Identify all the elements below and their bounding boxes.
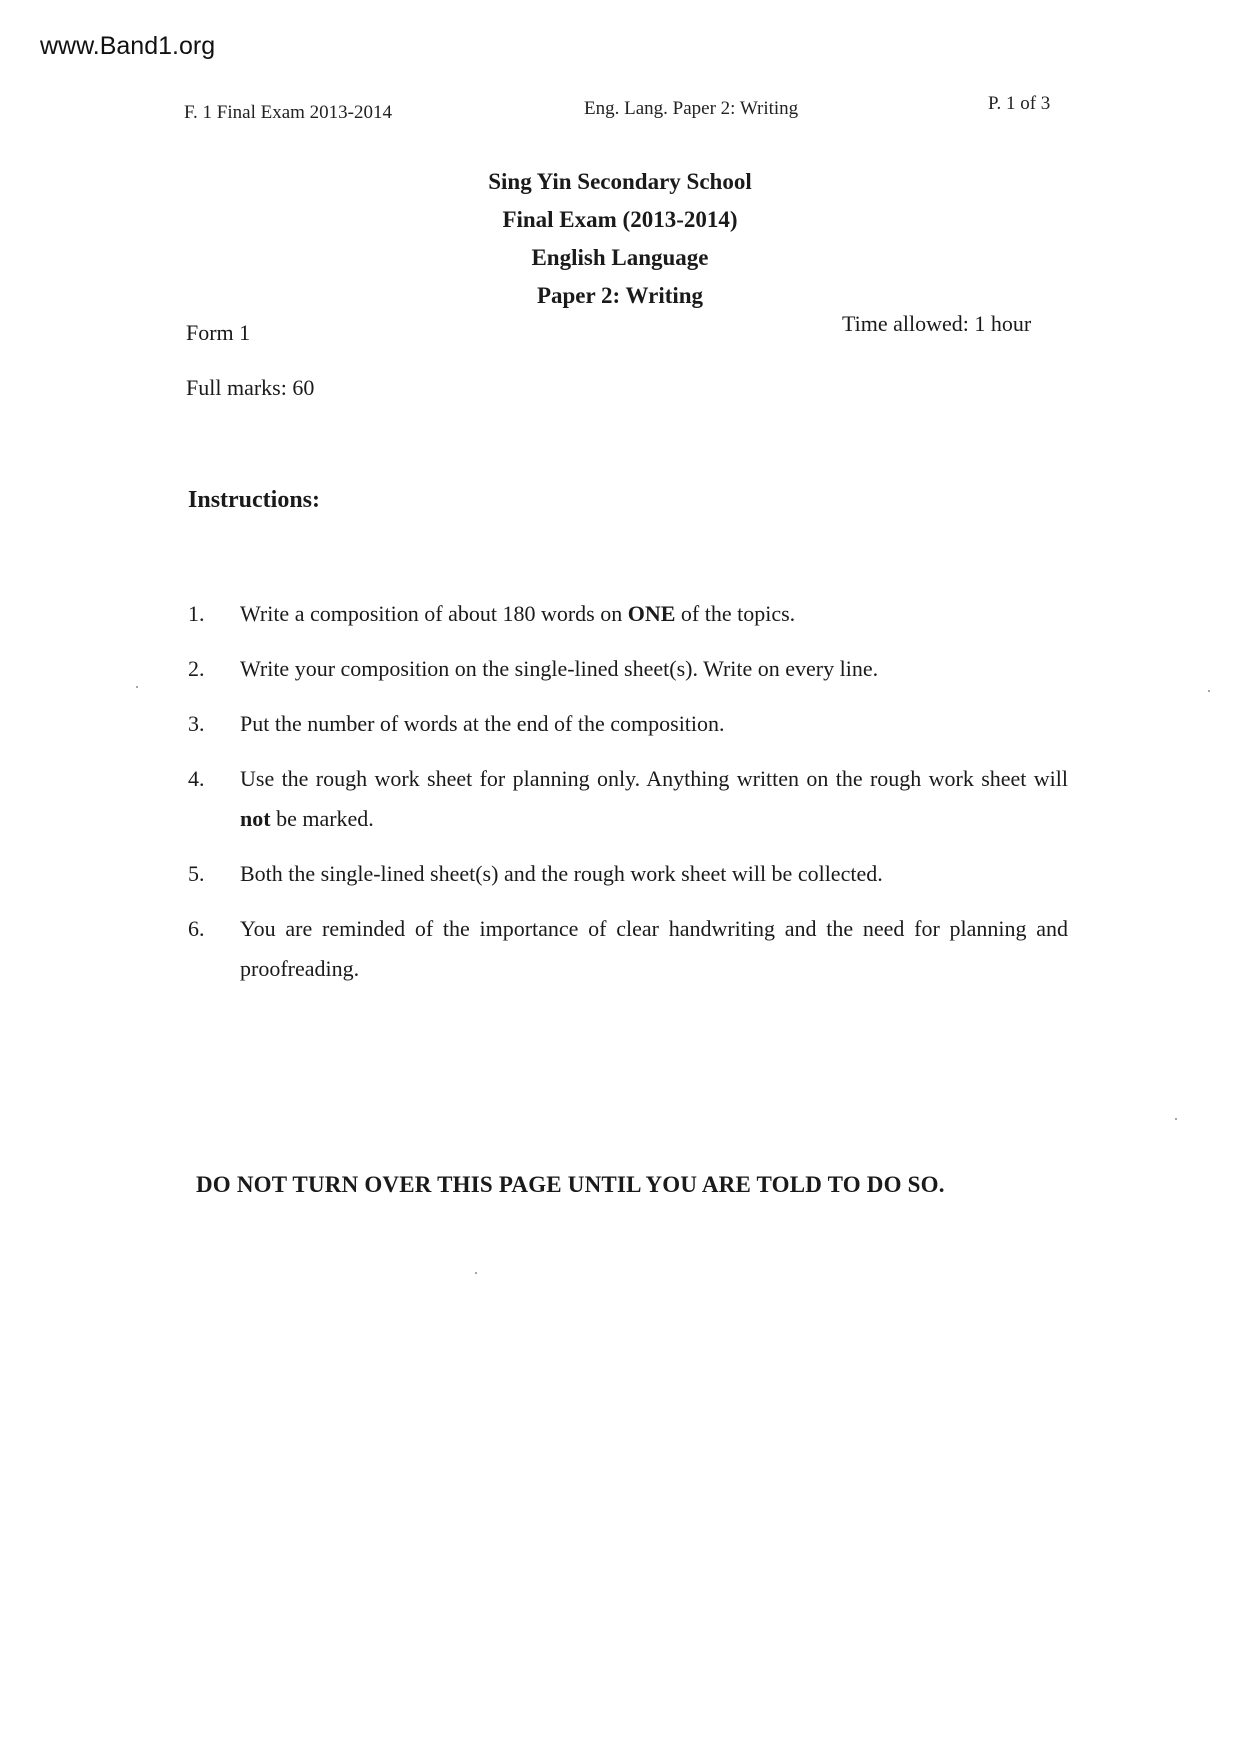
do-not-turn-warning: DO NOT TURN OVER THIS PAGE UNTIL YOU ARE TOLD TO DO SO. [196, 1172, 945, 1197]
instruction-number: 2. [188, 656, 205, 681]
scan-speck [136, 686, 138, 688]
instruction-emphasis: not [240, 806, 271, 831]
exam-title-block [420, 163, 820, 315]
instruction-item [188, 759, 1068, 839]
header-exam-label: F. 1 Final Exam 2013-2014 [184, 102, 392, 123]
instruction-text [240, 704, 1068, 744]
instruction-text-part: Use the rough work sheet for planning only. Anything written on the rough work sheet will [240, 766, 1068, 791]
instruction-number: 3. [188, 711, 205, 736]
exam-name: Final Exam (2013-2014) [502, 207, 738, 232]
instruction-text-part: be marked. [270, 806, 374, 831]
instruction-number: 1. [188, 601, 205, 626]
school-name: Sing Yin Secondary School [488, 169, 752, 194]
site-watermark: www.Band1.org [40, 32, 216, 60]
instruction-list [188, 594, 1068, 1004]
instruction-text [240, 854, 1068, 894]
instruction-number: 5. [188, 861, 205, 886]
instruction-text-part: Both the single-lined sheet(s) and the rough work sheet will be collected. [240, 861, 883, 886]
instruction-item [188, 854, 1068, 894]
subject-name: English Language [531, 245, 709, 270]
instruction-text [240, 759, 1068, 839]
form-level: Form 1 [186, 320, 251, 345]
instruction-item [188, 909, 1068, 989]
instruction-text-part: Write a composition of about 180 words on [240, 601, 628, 626]
paper-name: Paper 2: Writing [536, 283, 704, 308]
time-allowed: Time allowed: 1 hour [842, 311, 1032, 336]
instruction-text-part: Write your composition on the single-lined sheet(s). Write on every line. [240, 656, 879, 681]
instruction-item [188, 704, 1068, 744]
scan-speck [475, 1272, 477, 1274]
instruction-text [240, 909, 1068, 989]
header-paper-label: Eng. Lang. Paper 2: Writing [584, 98, 799, 119]
instruction-text-part: Put the number of words at the end of the composition. [240, 711, 725, 736]
instruction-item [188, 594, 1068, 634]
instruction-emphasis: ONE [627, 601, 676, 626]
instructions-heading: Instructions: [188, 487, 321, 513]
instruction-number: 4. [188, 766, 205, 791]
instruction-text [240, 649, 1068, 689]
instruction-text-part: You are reminded of the importance of clear handwriting and the need for planning and proofreading. [240, 916, 1068, 981]
page-number: P. 1 of 3 [988, 93, 1051, 114]
scan-speck [1208, 690, 1210, 692]
instruction-text-part: of the topics. [675, 601, 796, 626]
instruction-number: 6. [188, 916, 205, 941]
full-marks: Full marks: 60 [186, 375, 315, 400]
instruction-text [240, 594, 1068, 634]
instruction-item [188, 649, 1068, 689]
scan-speck [1175, 1118, 1177, 1120]
